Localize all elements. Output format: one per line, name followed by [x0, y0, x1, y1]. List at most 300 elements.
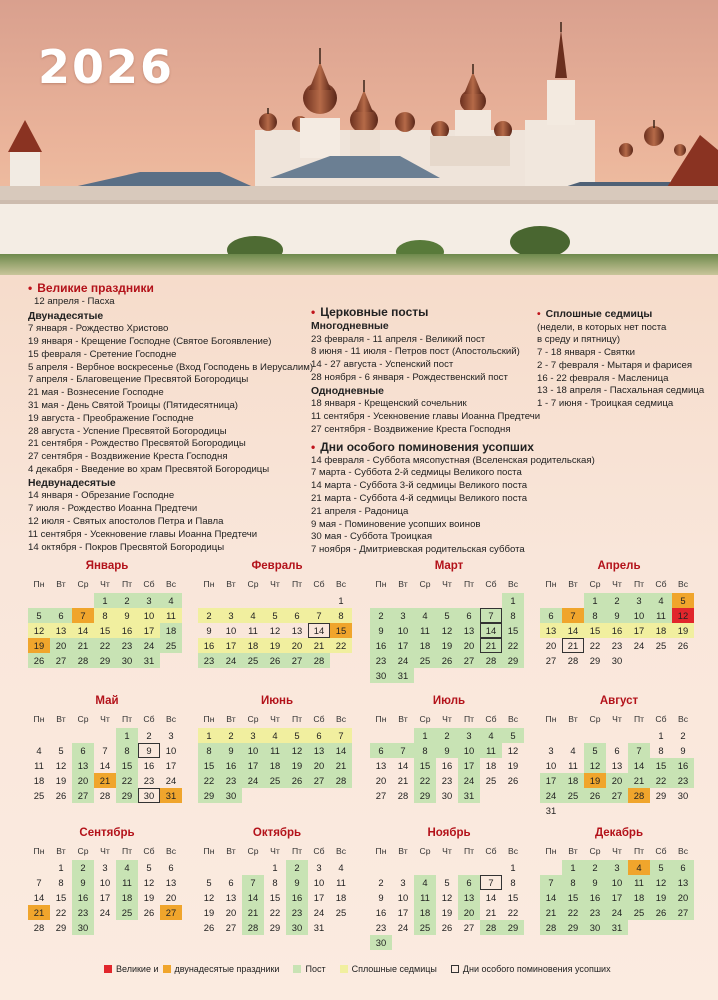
day-cell[interactable]: 14	[308, 623, 330, 638]
day-cell[interactable]: 18	[264, 758, 286, 773]
day-cell[interactable]: 30	[370, 668, 392, 683]
day-cell[interactable]: 5	[28, 608, 50, 623]
day-cell[interactable]: 13	[308, 743, 330, 758]
day-cell[interactable]: 13	[165, 877, 177, 888]
day-cell[interactable]: 7	[480, 608, 502, 623]
day-cell[interactable]: 15	[55, 892, 67, 903]
day-cell[interactable]: 27	[308, 773, 330, 788]
day-cell[interactable]: 14	[72, 623, 94, 638]
day-cell[interactable]: 18	[242, 638, 264, 653]
day-cell[interactable]: 11	[414, 890, 436, 905]
day-cell[interactable]: 16	[672, 758, 694, 773]
day-cell[interactable]: 14	[242, 890, 264, 905]
day-cell[interactable]: 21	[242, 905, 264, 920]
day-cell[interactable]: 16	[220, 758, 242, 773]
day-cell[interactable]: 15	[94, 623, 116, 638]
day-cell[interactable]: 2	[436, 728, 458, 743]
day-cell[interactable]: 22	[589, 640, 601, 651]
day-cell[interactable]: 25	[116, 905, 138, 920]
day-cell[interactable]: 16	[72, 890, 94, 905]
day-cell[interactable]: 15	[562, 890, 584, 905]
day-cell[interactable]: 26	[55, 790, 67, 801]
day-cell[interactable]: 30	[584, 920, 606, 935]
day-cell[interactable]: 22	[55, 907, 67, 918]
day-cell[interactable]: 31	[606, 920, 628, 935]
day-cell[interactable]: 27	[286, 653, 308, 668]
day-cell[interactable]: 19	[28, 638, 50, 653]
day-cell[interactable]: 27	[672, 905, 694, 920]
day-cell[interactable]: 14	[33, 892, 45, 903]
day-cell[interactable]: 20	[225, 907, 237, 918]
day-cell[interactable]: 22	[116, 773, 138, 788]
day-cell[interactable]: 12	[55, 760, 67, 771]
day-cell[interactable]: 10	[165, 745, 177, 756]
day-cell[interactable]: 2	[378, 877, 384, 888]
day-cell[interactable]: 31	[545, 805, 557, 816]
day-cell[interactable]: 14	[485, 892, 497, 903]
day-cell[interactable]: 9	[220, 743, 242, 758]
day-cell[interactable]: 4	[116, 860, 138, 875]
day-cell[interactable]: 21	[308, 638, 330, 653]
day-cell[interactable]: 5	[206, 877, 212, 888]
day-cell[interactable]: 10	[545, 760, 557, 771]
day-cell[interactable]: 14	[628, 758, 650, 773]
day-cell[interactable]: 8	[58, 877, 64, 888]
day-cell[interactable]: 1	[338, 595, 344, 606]
day-cell[interactable]: 5	[502, 728, 524, 743]
day-cell[interactable]: 11	[248, 625, 258, 636]
day-cell[interactable]: 8	[272, 877, 278, 888]
day-cell[interactable]: 6	[308, 728, 330, 743]
day-cell[interactable]: 21	[397, 775, 409, 786]
day-cell[interactable]: 9	[72, 875, 94, 890]
day-cell[interactable]: 10	[242, 743, 264, 758]
day-cell[interactable]: 3	[242, 728, 264, 743]
day-cell[interactable]: 27	[545, 655, 557, 666]
day-cell[interactable]: 21	[540, 905, 562, 920]
day-cell[interactable]: 3	[548, 745, 554, 756]
day-cell[interactable]: 15	[650, 758, 672, 773]
day-cell[interactable]: 18	[116, 890, 138, 905]
day-cell[interactable]: 6	[458, 875, 480, 890]
day-cell[interactable]: 18	[562, 773, 584, 788]
day-cell[interactable]: 9	[138, 743, 160, 758]
day-cell[interactable]: 24	[392, 653, 414, 668]
day-cell[interactable]: 29	[414, 788, 436, 803]
day-cell[interactable]: 26	[507, 775, 519, 786]
day-cell[interactable]: 16	[584, 890, 606, 905]
day-cell[interactable]: 18	[414, 638, 436, 653]
day-cell[interactable]: 16	[286, 890, 308, 905]
day-cell[interactable]: 25	[414, 920, 436, 935]
day-cell[interactable]: 2	[584, 860, 606, 875]
day-cell[interactable]: 5	[264, 608, 286, 623]
day-cell[interactable]: 15	[507, 892, 519, 903]
day-cell[interactable]: 16	[143, 760, 155, 771]
day-cell[interactable]: 10	[99, 877, 111, 888]
day-cell[interactable]: 4	[242, 608, 264, 623]
day-cell[interactable]: 10	[225, 625, 237, 636]
day-cell[interactable]: 28	[567, 655, 579, 666]
day-cell[interactable]: 20	[672, 890, 694, 905]
day-cell[interactable]: 6	[72, 743, 94, 758]
day-cell[interactable]: 28	[33, 922, 45, 933]
day-cell[interactable]: 28	[480, 920, 502, 935]
day-cell[interactable]: 14	[480, 623, 502, 638]
day-cell[interactable]: 19	[143, 892, 155, 903]
day-cell[interactable]: 28	[480, 653, 502, 668]
day-cell[interactable]: 24	[458, 773, 480, 788]
day-cell[interactable]: 8	[584, 608, 606, 623]
day-cell[interactable]: 3	[220, 608, 242, 623]
day-cell[interactable]: 14	[397, 760, 409, 771]
day-cell[interactable]: 30	[611, 655, 623, 666]
day-cell[interactable]: 17	[220, 638, 242, 653]
day-cell[interactable]: 15	[414, 758, 436, 773]
day-cell[interactable]: 8	[94, 608, 116, 623]
day-cell[interactable]: 4	[628, 860, 650, 875]
day-cell[interactable]: 23	[672, 773, 694, 788]
day-cell[interactable]: 15	[198, 758, 220, 773]
day-cell[interactable]: 18	[335, 892, 347, 903]
day-cell[interactable]: 26	[584, 788, 606, 803]
day-cell[interactable]: 4	[36, 745, 42, 756]
day-cell[interactable]: 28	[330, 773, 352, 788]
day-cell[interactable]: 29	[116, 788, 138, 803]
day-cell[interactable]: 2	[286, 860, 308, 875]
day-cell[interactable]: 7	[72, 608, 94, 623]
day-cell[interactable]: 22	[502, 638, 524, 653]
day-cell[interactable]: 16	[441, 760, 453, 771]
day-cell[interactable]: 25	[628, 905, 650, 920]
day-cell[interactable]: 23	[72, 905, 94, 920]
day-cell[interactable]: 25	[655, 640, 667, 651]
day-cell[interactable]: 4	[480, 728, 502, 743]
day-cell[interactable]: 17	[313, 892, 325, 903]
day-cell[interactable]: 12	[436, 623, 458, 638]
day-cell[interactable]: 2	[370, 608, 392, 623]
day-cell[interactable]: 3	[628, 593, 650, 608]
day-cell[interactable]: 3	[458, 728, 480, 743]
day-cell[interactable]: 3	[400, 877, 406, 888]
day-cell[interactable]: 13	[375, 760, 387, 771]
day-cell[interactable]: 11	[336, 877, 346, 888]
day-cell[interactable]: 16	[370, 638, 392, 653]
day-cell[interactable]: 7	[308, 608, 330, 623]
day-cell[interactable]: 3	[138, 593, 160, 608]
day-cell[interactable]: 18	[485, 760, 497, 771]
day-cell[interactable]: 24	[242, 773, 264, 788]
day-cell[interactable]: 7	[480, 875, 502, 890]
day-cell[interactable]: 6	[286, 608, 308, 623]
day-cell[interactable]: 12	[650, 875, 672, 890]
day-cell[interactable]: 25	[335, 907, 347, 918]
day-cell[interactable]: 22	[94, 638, 116, 653]
day-cell[interactable]: 21	[480, 638, 502, 653]
day-cell[interactable]: 7	[330, 728, 352, 743]
day-cell[interactable]: 12	[269, 625, 281, 636]
day-cell[interactable]: 3	[316, 862, 322, 873]
day-cell[interactable]: 11	[414, 623, 436, 638]
day-cell[interactable]: 22	[507, 907, 519, 918]
day-cell[interactable]: 15	[502, 623, 524, 638]
day-cell[interactable]: 15	[330, 623, 352, 638]
day-cell[interactable]: 19	[441, 907, 453, 918]
day-cell[interactable]: 2	[606, 593, 628, 608]
day-cell[interactable]: 25	[160, 638, 182, 653]
day-cell[interactable]: 10	[628, 608, 650, 623]
day-cell[interactable]: 1	[562, 860, 584, 875]
day-cell[interactable]: 4	[414, 875, 436, 890]
day-cell[interactable]: 5	[58, 745, 64, 756]
day-cell[interactable]: 3	[102, 862, 108, 873]
day-cell[interactable]: 26	[436, 653, 458, 668]
day-cell[interactable]: 21	[72, 638, 94, 653]
day-cell[interactable]: 24	[138, 638, 160, 653]
day-cell[interactable]: 19	[203, 907, 215, 918]
day-cell[interactable]: 13	[50, 623, 72, 638]
day-cell[interactable]: 22	[414, 773, 436, 788]
day-cell[interactable]: 17	[165, 760, 177, 771]
day-cell[interactable]: 28	[628, 788, 650, 803]
day-cell[interactable]: 2	[72, 860, 94, 875]
day-cell[interactable]: 20	[286, 638, 308, 653]
day-cell[interactable]: 30	[220, 788, 242, 803]
day-cell[interactable]: 19	[436, 638, 458, 653]
day-cell[interactable]: 13	[458, 623, 480, 638]
day-cell[interactable]: 17	[458, 758, 480, 773]
day-cell[interactable]: 10	[138, 608, 160, 623]
day-cell[interactable]: 25	[33, 790, 45, 801]
day-cell[interactable]: 16	[116, 623, 138, 638]
day-cell[interactable]: 13	[540, 623, 562, 638]
day-cell[interactable]: 17	[138, 623, 160, 638]
day-cell[interactable]: 12	[441, 892, 453, 903]
day-cell[interactable]: 8	[198, 743, 220, 758]
day-cell[interactable]: 11	[650, 608, 672, 623]
day-cell[interactable]: 25	[242, 653, 264, 668]
day-cell[interactable]: 14	[540, 890, 562, 905]
day-cell[interactable]: 23	[198, 653, 220, 668]
day-cell[interactable]: 8	[510, 877, 516, 888]
day-cell[interactable]: 12	[286, 743, 308, 758]
day-cell[interactable]: 5	[584, 743, 606, 758]
day-cell[interactable]: 11	[264, 743, 286, 758]
day-cell[interactable]: 1	[414, 728, 436, 743]
day-cell[interactable]: 9	[206, 625, 212, 636]
day-cell[interactable]: 27	[463, 922, 475, 933]
day-cell[interactable]: 13	[225, 892, 237, 903]
day-cell[interactable]: 19	[672, 623, 694, 638]
day-cell[interactable]: 26	[28, 653, 50, 668]
day-cell[interactable]: 1	[198, 728, 220, 743]
day-cell[interactable]: 21	[562, 638, 584, 653]
day-cell[interactable]: 26	[143, 907, 155, 918]
day-cell[interactable]: 30	[72, 920, 94, 935]
day-cell[interactable]: 1	[58, 862, 64, 873]
day-cell[interactable]: 31	[160, 788, 182, 803]
day-cell[interactable]: 8	[116, 743, 138, 758]
day-cell[interactable]: 2	[116, 593, 138, 608]
day-cell[interactable]: 1	[658, 730, 664, 741]
day-cell[interactable]: 24	[540, 788, 562, 803]
day-cell[interactable]: 24	[313, 907, 325, 918]
day-cell[interactable]: 27	[72, 788, 94, 803]
day-cell[interactable]: 19	[584, 773, 606, 788]
day-cell[interactable]: 30	[116, 653, 138, 668]
day-cell[interactable]: 28	[308, 653, 330, 668]
day-cell[interactable]: 20	[72, 773, 94, 788]
day-cell[interactable]: 26	[441, 922, 453, 933]
day-cell[interactable]: 26	[264, 653, 286, 668]
day-cell[interactable]: 24	[220, 653, 242, 668]
day-cell[interactable]: 9	[378, 892, 384, 903]
day-cell[interactable]: 31	[392, 668, 414, 683]
day-cell[interactable]: 9	[116, 608, 138, 623]
day-cell[interactable]: 4	[414, 608, 436, 623]
day-cell[interactable]: 29	[269, 922, 281, 933]
day-cell[interactable]: 15	[116, 758, 138, 773]
day-cell[interactable]: 23	[441, 775, 453, 786]
day-cell[interactable]: 1	[584, 593, 606, 608]
day-cell[interactable]: 7	[392, 743, 414, 758]
day-cell[interactable]: 8	[502, 608, 524, 623]
day-cell[interactable]: 28	[540, 920, 562, 935]
day-cell[interactable]: 23	[143, 775, 155, 786]
day-cell[interactable]: 26	[650, 905, 672, 920]
day-cell[interactable]: 26	[677, 640, 689, 651]
day-cell[interactable]: 20	[375, 775, 387, 786]
day-cell[interactable]: 4	[160, 593, 182, 608]
day-cell[interactable]: 5	[650, 860, 672, 875]
day-cell[interactable]: 15	[269, 892, 281, 903]
day-cell[interactable]: 10	[397, 892, 409, 903]
day-cell[interactable]: 10	[606, 875, 628, 890]
day-cell[interactable]: 6	[672, 860, 694, 875]
day-cell[interactable]: 29	[94, 653, 116, 668]
day-cell[interactable]: 7	[562, 608, 584, 623]
day-cell[interactable]: 21	[28, 905, 50, 920]
day-cell[interactable]: 24	[397, 922, 409, 933]
day-cell[interactable]: 18	[628, 890, 650, 905]
day-cell[interactable]: 5	[286, 728, 308, 743]
day-cell[interactable]: 28	[99, 790, 111, 801]
day-cell[interactable]: 10	[458, 743, 480, 758]
day-cell[interactable]: 18	[414, 905, 436, 920]
day-cell[interactable]: 30	[286, 920, 308, 935]
day-cell[interactable]: 26	[286, 773, 308, 788]
day-cell[interactable]: 25	[414, 653, 436, 668]
day-cell[interactable]: 22	[198, 773, 220, 788]
day-cell[interactable]: 4	[570, 745, 576, 756]
day-cell[interactable]: 6	[540, 608, 562, 623]
day-cell[interactable]: 19	[264, 638, 286, 653]
day-cell[interactable]: 13	[291, 625, 303, 636]
day-cell[interactable]: 5	[672, 593, 694, 608]
day-cell[interactable]: 12	[203, 892, 215, 903]
day-cell[interactable]: 16	[375, 907, 387, 918]
day-cell[interactable]: 17	[397, 907, 409, 918]
day-cell[interactable]: 28	[72, 653, 94, 668]
day-cell[interactable]: 18	[33, 775, 45, 786]
day-cell[interactable]: 25	[485, 775, 497, 786]
day-cell[interactable]: 6	[458, 608, 480, 623]
day-cell[interactable]: 30	[138, 788, 160, 803]
day-cell[interactable]: 27	[160, 905, 182, 920]
day-cell[interactable]: 9	[584, 875, 606, 890]
day-cell[interactable]: 17	[628, 623, 650, 638]
day-cell[interactable]: 2	[680, 730, 686, 741]
day-cell[interactable]: 19	[650, 890, 672, 905]
day-cell[interactable]: 22	[650, 773, 672, 788]
day-cell[interactable]: 8	[562, 875, 584, 890]
day-cell[interactable]: 20	[458, 905, 480, 920]
day-cell[interactable]: 3	[392, 608, 414, 623]
day-cell[interactable]: 17	[392, 638, 414, 653]
day-cell[interactable]: 5	[436, 608, 458, 623]
day-cell[interactable]: 24	[606, 905, 628, 920]
day-cell[interactable]: 31	[138, 653, 160, 668]
day-cell[interactable]: 31	[458, 788, 480, 803]
day-cell[interactable]: 12	[507, 745, 519, 756]
day-cell[interactable]: 17	[99, 892, 111, 903]
day-cell[interactable]: 18	[160, 623, 182, 638]
day-cell[interactable]: 24	[99, 907, 111, 918]
day-cell[interactable]: 25	[264, 773, 286, 788]
day-cell[interactable]: 16	[198, 638, 220, 653]
day-cell[interactable]: 15	[584, 623, 606, 638]
day-cell[interactable]: 23	[286, 905, 308, 920]
day-cell[interactable]: 30	[370, 935, 392, 950]
day-cell[interactable]: 4	[264, 728, 286, 743]
day-cell[interactable]: 1	[272, 862, 278, 873]
day-cell[interactable]: 22	[269, 907, 281, 918]
day-cell[interactable]: 7	[36, 877, 42, 888]
day-cell[interactable]: 17	[606, 890, 628, 905]
day-cell[interactable]: 23	[375, 922, 387, 933]
day-cell[interactable]: 29	[502, 920, 524, 935]
day-cell[interactable]: 27	[375, 790, 387, 801]
day-cell[interactable]: 1	[94, 593, 116, 608]
day-cell[interactable]: 16	[606, 623, 628, 638]
day-cell[interactable]: 5	[444, 877, 450, 888]
day-cell[interactable]: 23	[584, 905, 606, 920]
day-cell[interactable]: 27	[606, 788, 628, 803]
day-cell[interactable]: 13	[611, 760, 623, 771]
day-cell[interactable]: 6	[228, 877, 234, 888]
day-cell[interactable]: 24	[165, 775, 177, 786]
day-cell[interactable]: 30	[441, 790, 453, 801]
day-cell[interactable]: 1	[510, 862, 516, 873]
day-cell[interactable]: 10	[392, 623, 414, 638]
day-cell[interactable]: 4	[650, 593, 672, 608]
day-cell[interactable]: 13	[72, 758, 94, 773]
day-cell[interactable]: 17	[540, 773, 562, 788]
day-cell[interactable]: 22	[330, 638, 352, 653]
day-cell[interactable]: 11	[480, 743, 502, 758]
day-cell[interactable]: 9	[286, 875, 308, 890]
day-cell[interactable]: 29	[655, 790, 667, 801]
day-cell[interactable]: 9	[680, 745, 686, 756]
day-cell[interactable]: 12	[28, 623, 50, 638]
day-cell[interactable]: 12	[584, 758, 606, 773]
day-cell[interactable]: 21	[330, 758, 352, 773]
day-cell[interactable]: 6	[50, 608, 72, 623]
day-cell[interactable]: 10	[313, 877, 325, 888]
day-cell[interactable]: 11	[568, 760, 578, 771]
day-cell[interactable]: 29	[502, 653, 524, 668]
day-cell[interactable]: 8	[330, 608, 352, 623]
